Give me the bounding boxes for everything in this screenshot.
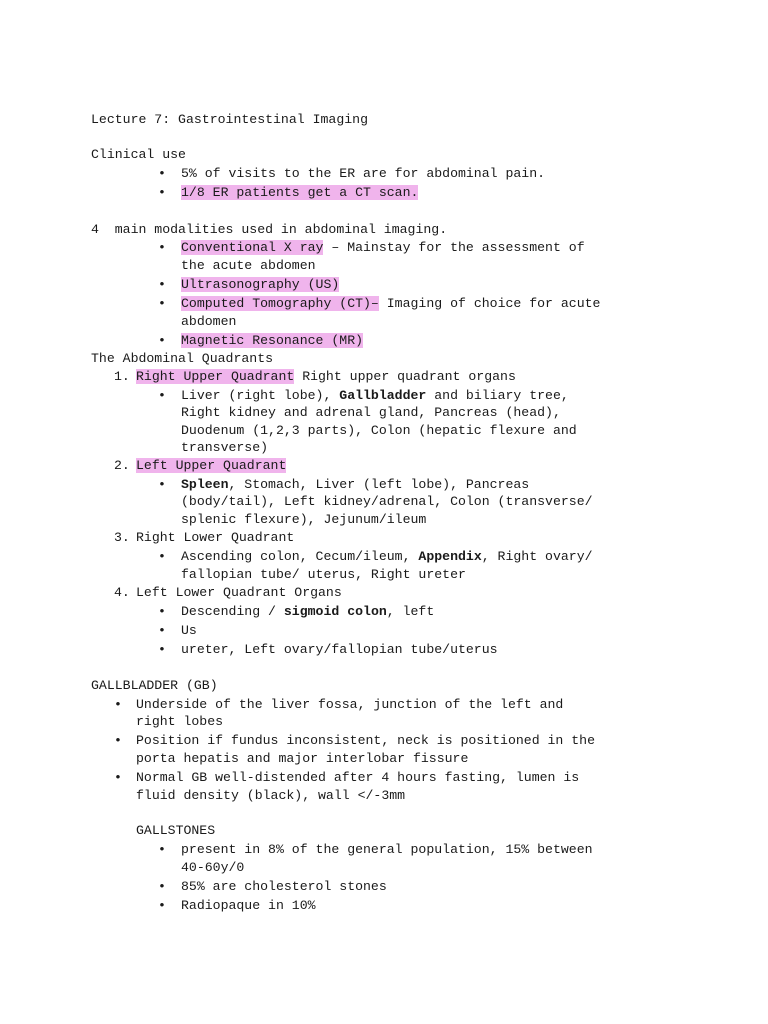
- list-item-text: Descending /: [181, 604, 284, 619]
- page-title: Lecture 7: Gastrointestinal Imaging: [91, 112, 368, 127]
- bullet-glyph: •: [158, 642, 166, 657]
- bullet-glyph: •: [158, 623, 166, 638]
- bullet-glyph: •: [158, 842, 166, 857]
- list-item-text: Right upper quadrant organs: [294, 369, 516, 384]
- bullet-glyph: •: [158, 277, 166, 292]
- bullet-glyph: •: [158, 185, 166, 200]
- bullet-glyph: •: [158, 296, 166, 311]
- list-item: [181, 276, 339, 294]
- list-number: 1.: [114, 369, 130, 384]
- list-item: [181, 332, 363, 350]
- list-item-continuation: fallopian tube/ uterus, Right ureter: [181, 567, 466, 582]
- list-item: Left Lower Quadrant Organs: [136, 585, 342, 600]
- list-item: present in 8% of the general population, 15% between: [181, 842, 593, 857]
- list-item: [136, 368, 516, 386]
- list-item-text: Ascending colon, Cecum/ileum,: [181, 549, 419, 564]
- list-item: Right Lower Quadrant: [136, 530, 295, 545]
- highlighted-text: Ultrasonography (US): [181, 277, 340, 292]
- list-item-continuation: the acute abdomen: [181, 258, 316, 273]
- bullet-glyph: •: [158, 477, 166, 492]
- list-item: 5% of visits to the ER are for abdominal pain.: [181, 166, 546, 181]
- list-item: Radiopaque in 10%: [181, 898, 316, 913]
- list-item: 85% are cholesterol stones: [181, 879, 387, 894]
- list-item: [181, 387, 569, 405]
- list-item-continuation: (body/tail), Left kidney/adrenal, Colon (transverse/: [181, 494, 593, 509]
- list-item-text: Imaging of choice for acute: [378, 296, 601, 311]
- list-item: [181, 184, 418, 202]
- section-heading-quadrants: The Abdominal Quadrants: [91, 351, 274, 366]
- bold-text: Spleen: [181, 477, 229, 492]
- list-item-text: , left: [386, 604, 435, 619]
- list-number: 2.: [114, 458, 130, 473]
- list-item: ureter, Left ovary/fallopian tube/uterus: [181, 642, 498, 657]
- list-item-continuation: transverse): [181, 440, 269, 455]
- list-item: Us: [181, 623, 197, 638]
- bullet-glyph: •: [158, 166, 166, 181]
- list-number: 3.: [114, 530, 130, 545]
- list-item: [181, 295, 600, 313]
- list-item-continuation: abdomen: [181, 314, 237, 329]
- highlighted-text: Computed Tomography (CT)–: [181, 296, 379, 311]
- list-number: 4.: [114, 585, 130, 600]
- list-item: Normal GB well-distended after 4 hours fasting, lumen is: [136, 770, 580, 785]
- list-item-text: Liver (right lobe),: [181, 388, 340, 403]
- section-heading-clinical-use: Clinical use: [91, 147, 186, 162]
- list-item-continuation: Duodenum (1,2,3 parts), Colon (hepatic flexure and: [181, 423, 577, 438]
- list-item-text: , Stomach, Liver (left lobe), Pancreas: [228, 477, 530, 492]
- bullet-glyph: •: [114, 697, 122, 712]
- list-item: [181, 603, 434, 621]
- section-heading-gallstones: GALLSTONES: [136, 823, 216, 838]
- bullet-glyph: •: [114, 733, 122, 748]
- list-item-text: – Mainstay for the assessment of: [323, 240, 585, 255]
- bullet-glyph: •: [158, 898, 166, 913]
- list-item-continuation: right lobes: [136, 714, 224, 729]
- list-item-continuation: Right kidney and adrenal gland, Pancreas (head),: [181, 405, 561, 420]
- section-heading-gallbladder: GALLBLADDER (GB): [91, 678, 218, 693]
- list-item: [181, 239, 585, 257]
- bullet-glyph: •: [158, 549, 166, 564]
- bullet-glyph: •: [114, 770, 122, 785]
- highlighted-text: Left Upper Quadrant: [136, 458, 287, 473]
- list-item: [181, 548, 593, 566]
- list-item: [181, 476, 529, 494]
- list-item: [136, 457, 286, 475]
- list-item-text: , Right ovary/: [481, 549, 593, 564]
- bullet-glyph: •: [158, 240, 166, 255]
- highlighted-text: Magnetic Resonance (MR): [181, 333, 364, 348]
- bullet-glyph: •: [158, 879, 166, 894]
- list-item: Position if fundus inconsistent, neck is positioned in the: [136, 733, 595, 748]
- bullet-glyph: •: [158, 388, 166, 403]
- list-item: Underside of the liver fossa, junction of the left and: [136, 697, 564, 712]
- bullet-glyph: •: [158, 333, 166, 348]
- section-heading-modalities: 4 main modalities used in abdominal imaging.: [91, 222, 448, 237]
- highlighted-text: 1/8 ER patients get a CT scan.: [181, 185, 419, 200]
- bold-text: Appendix: [418, 549, 482, 564]
- bold-text: sigmoid colon: [283, 604, 387, 619]
- highlighted-text: Conventional X ray: [181, 240, 324, 255]
- bullet-glyph: •: [158, 604, 166, 619]
- list-item-continuation: 40-60y/0: [181, 860, 245, 875]
- highlighted-text: Right Upper Quadrant: [136, 369, 295, 384]
- list-item-continuation: fluid density (black), wall </-3mm: [136, 788, 406, 803]
- list-item-continuation: porta hepatis and major interlobar fissure: [136, 751, 469, 766]
- list-item-text: and biliary tree,: [426, 388, 569, 403]
- list-item-continuation: splenic flexure), Jejunum/ileum: [181, 512, 427, 527]
- bold-text: Gallbladder: [339, 388, 427, 403]
